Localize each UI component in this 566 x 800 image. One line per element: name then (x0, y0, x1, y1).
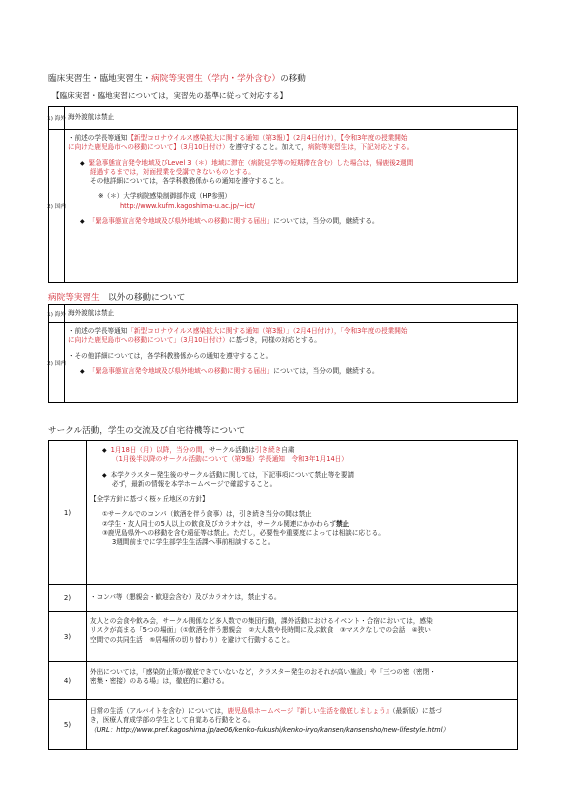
row-content (87, 612, 517, 661)
text-run: ・前述の学長等通知 (68, 327, 128, 335)
row-content (87, 441, 517, 584)
row-content: ・コンパ等（懇親会・歓迎会含む）及びカラオケは，禁止する。 (90, 593, 281, 601)
diamond-bullet-icon: ◆ (80, 218, 85, 226)
text-run-red: 引き続き (254, 446, 282, 454)
section-2-table (48, 304, 518, 403)
text-run: については，当分の間，継続する。 (273, 217, 379, 226)
row-label: 1) 海外 (49, 107, 65, 129)
text-run: については，当分の間，継続する。 (273, 366, 379, 375)
text-line: 密集・密接）のある場」は，徹底的に避ける。 (90, 677, 229, 686)
row-content (65, 130, 517, 282)
section-1-title-part: 臨床実習生・臨地実習生・ (48, 74, 152, 84)
row-label: 2) 国内 (49, 130, 65, 282)
text-run-red: 「緊急事態宣言発令地域及び県外地域への移動に関する届出」 (88, 217, 274, 226)
text-line: 外出については，「感染防止策が徹底できていないなど，クラスター発生のおそれが高い施設」や「三つの密（密閉・ (90, 668, 436, 676)
text-line: （1月後半以降のサークル活動について（第9報）学長通知 令和3年1月14日） (112, 455, 348, 464)
text-line: き，医療人育成学部の学生として自覚ある行動をとる。 (90, 716, 255, 725)
text-line (68, 143, 514, 152)
text-line: 【全学方針に基づく桜ヶ丘地区の方針】 (90, 495, 209, 504)
table-row (49, 441, 517, 584)
text-run-red: 病院等実習生は，下記対応とする。 (307, 143, 414, 152)
text-line: 空間での共同生活 ⑤居場所の切り替わり）を避けて行動すること。 (90, 635, 294, 644)
row-label: 5) (49, 700, 87, 749)
text-run-red: 1月18日（月）以降，当分の間， (110, 446, 209, 454)
table-row (49, 584, 517, 611)
section-3-title: サークル活動，学生の交流及び自宅待機等について (48, 426, 246, 436)
text-line (68, 159, 514, 168)
row-content (87, 700, 517, 749)
row-content: 海外渡航は禁止 (68, 309, 115, 317)
text-run-red: に向けた鹿児島市への移動について」（3月10日付け） (68, 336, 229, 345)
text-line: 必ず，最新の情報を本学ホームページで確認すること。 (112, 479, 277, 488)
section-1-title (48, 72, 306, 84)
text-line (68, 336, 514, 345)
row-label: 2) 国内 (49, 323, 65, 402)
text-run: を遵守すること。加えて， (228, 143, 308, 152)
text-run-red: 緊急事態宣言発令地域及びLevel 3（＊）地域に滞在（病院見学等の短期滞在含む）した場合は，帰鹿後2週間 (88, 158, 414, 167)
text-line: その他詳細については，各学科教務係からの通知を遵守すること。 (90, 177, 288, 186)
text-run: に基づき，同様の対応とする。 (228, 336, 321, 345)
row-content (87, 662, 517, 699)
text-run: ②学生・友人同士の5人以上の飲食及びカラオケは，サークル関連にかかわらず (102, 519, 336, 528)
text-run: サークル活動は (208, 446, 255, 454)
text-run: 自粛 (281, 446, 295, 454)
text-run-red: に向けた鹿児島市への移動について】（3月10日付け） (68, 143, 229, 152)
url-text: （URL：http://www.pref.kagoshima.jp/ae06/kenko-fukushi/kenko-iryo/kansen/kansensho/new-lifestyle.html） (90, 725, 450, 734)
text-line (68, 217, 514, 226)
table-row (49, 661, 517, 699)
text-run: 本学クラスター発生後のサークル活動に関しては，下記事項について禁止等を要請 (110, 470, 355, 479)
text-run: 日常の生活（アルバイトを含む）については， (90, 707, 228, 715)
row-label: 1) (49, 441, 87, 584)
table-row (49, 305, 517, 322)
text-run: （最新版）に基づ (392, 707, 442, 715)
text-run-bold: 禁止 (335, 519, 350, 528)
text-run: ・前述の学長等通知 (68, 134, 128, 142)
text-line (68, 327, 514, 336)
section-1-note: 【臨床実習・臨地実習については，実習先の基準に従って対応する】 (52, 91, 288, 100)
row-label: 4) (49, 662, 87, 699)
row-label: 3) (49, 612, 87, 661)
diamond-bullet-icon: ◆ (80, 367, 85, 375)
text-line: ①サークルでのコンパ（飲酒を伴う食事）は，引き続き当分の間は禁止 (102, 510, 312, 519)
table-row (49, 611, 517, 661)
text-line (90, 707, 514, 716)
section-1-title-part: の移動 (280, 74, 306, 84)
text-line (90, 471, 514, 480)
table-row (49, 322, 517, 402)
text-run-red: 【新型コロナウイルス感染拡大に関する通知（第3報）】（2月4日付け），【令和3年度の授業開始 (127, 134, 408, 142)
table-row (49, 107, 517, 129)
text-line (90, 520, 514, 529)
text-line (68, 134, 514, 143)
text-line: ・その他詳細については，各学科教務係からの通知を遵守すること。 (68, 351, 273, 360)
text-line: 3週間前までに学生部学生生活課へ事前相談すること。 (112, 538, 275, 547)
text-line: ※（＊）大学病院感染制御部作成（HP参照） (98, 192, 232, 201)
text-line: リスクが高まる「5つの場面」（①飲酒を伴う懇親会 ②大人数や長時間に及ぶ飲食 ③マスクなしでの会話 ④狭い (90, 626, 431, 635)
row-content: 海外渡航は禁止 (68, 113, 115, 121)
text-line (90, 446, 514, 455)
text-run-red: 「緊急事態宣言発令地域及び県外地域への移動に関する届出」 (88, 366, 274, 375)
text-run-red: 鹿児島県ホームページ『新しい生活を徹底しましょう』 (227, 707, 393, 715)
text-line: 友人との会食や飲み会，サークル関係など多人数での集団行動，課外活動におけるイベント・合宿においては，感染 (90, 617, 433, 625)
section-2-title-highlight: 病院等実習生 (48, 293, 100, 303)
table-row (49, 129, 517, 282)
diamond-bullet-icon: ◆ (102, 471, 107, 479)
table-row (49, 699, 517, 749)
text-line: ③鹿児島県外への移動を含む遠征等は禁止。ただし，必要性や重要度によっては相談に応じる。 (102, 529, 385, 538)
section-2-title (48, 291, 185, 303)
section-1-title-highlight: 病院等実習生（学内・学外含む） (151, 74, 281, 84)
diamond-bullet-icon: ◆ (102, 447, 107, 454)
row-label: 1) 海外 (49, 305, 65, 322)
text-line (68, 367, 514, 376)
row-content (65, 323, 517, 402)
url-text: http://www.kufm.kagoshima-u.ac.jp/~ict/ (120, 201, 255, 210)
section-1-table (48, 106, 518, 283)
text-run-red: 「新型コロナウイルス感染拡大に関する通知（第3報）」（2月4日付け），「令和3年度の授業開始 (127, 327, 408, 335)
section-2-title-part: 以外の移動について (99, 293, 186, 303)
section-3-table (48, 440, 518, 750)
text-line: 経過するまでは，対面授業を受講できないものとする。 (90, 167, 255, 176)
diamond-bullet-icon: ◆ (80, 159, 85, 167)
row-label: 2) (49, 585, 87, 611)
